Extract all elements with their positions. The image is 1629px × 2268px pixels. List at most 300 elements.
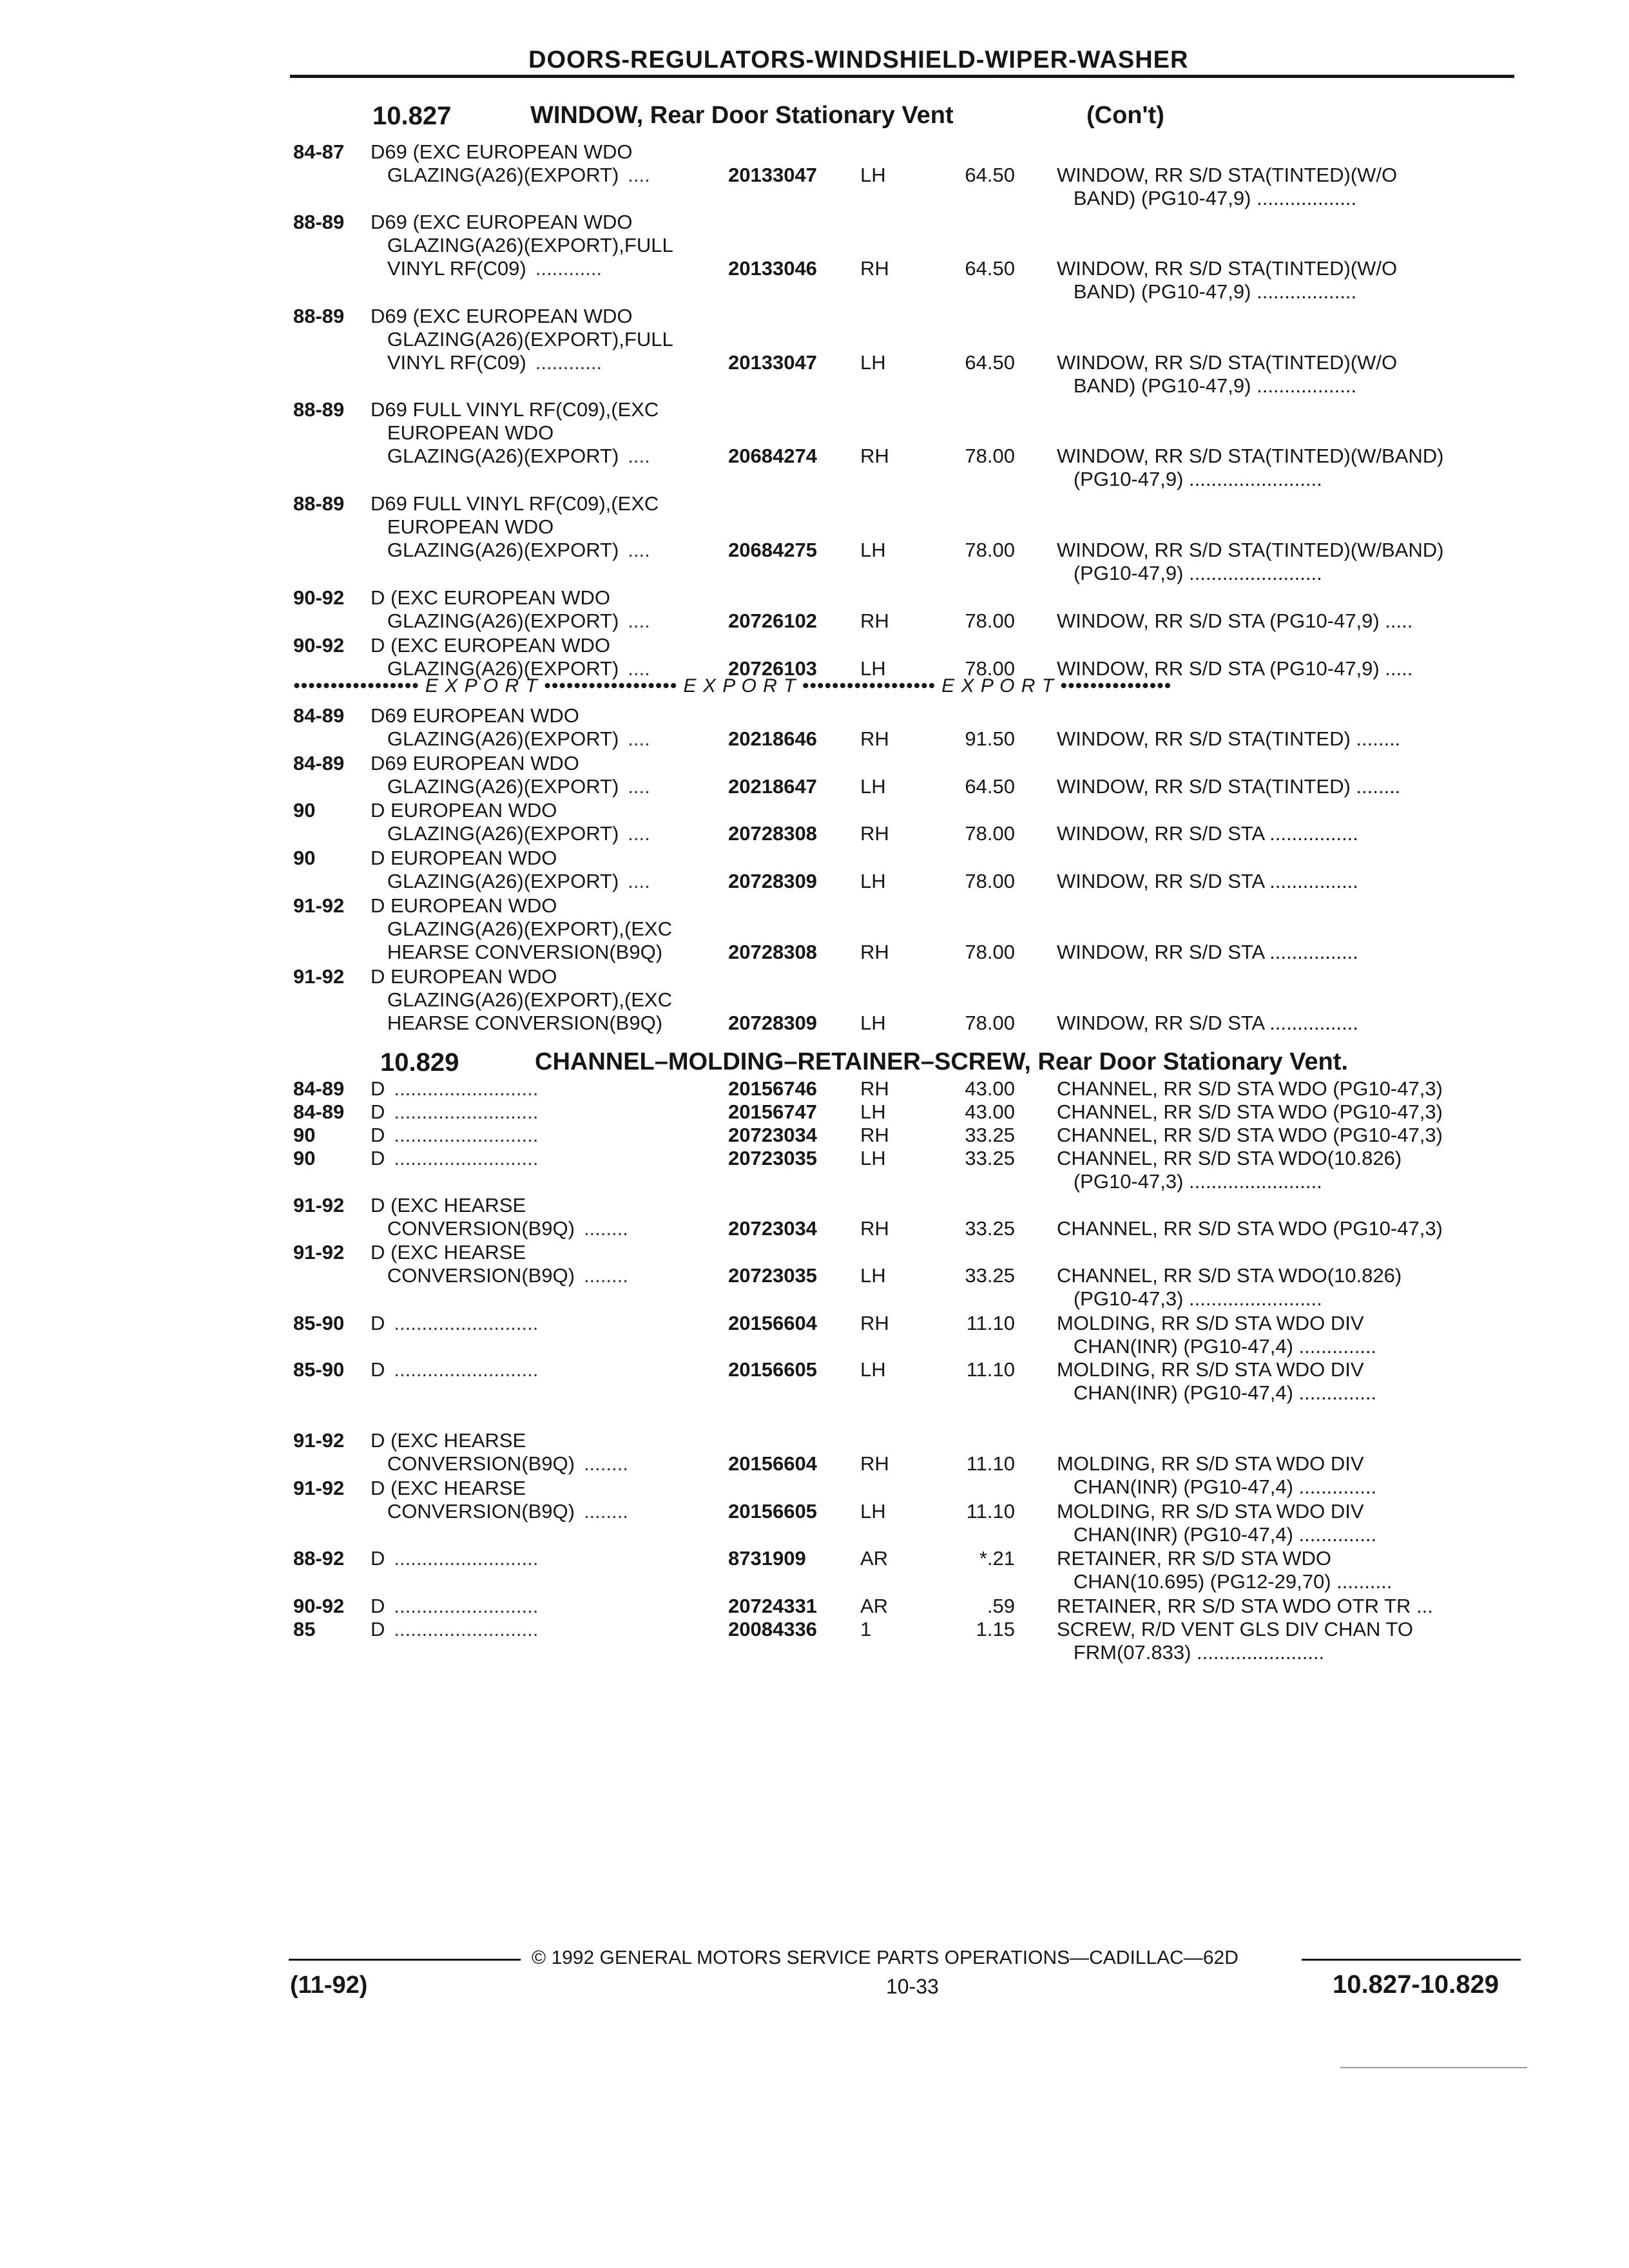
usage-line xyxy=(371,1147,538,1170)
part-name xyxy=(1057,1012,1518,1035)
usage-line xyxy=(371,752,650,775)
usage-line xyxy=(371,988,672,1012)
part-name xyxy=(1057,1124,1518,1147)
leader-dots: .......................... xyxy=(394,1547,539,1570)
usage-description xyxy=(371,1595,538,1618)
part-name-line: FRM(07.833) ....................... xyxy=(1057,1641,1325,1664)
part-name-line: CHANNEL, RR S/D STA WDO (PG10-47,3) xyxy=(1057,1077,1443,1100)
price: .59 xyxy=(987,1595,1015,1617)
usage-text: GLAZING(A26)(EXPORT),(EXC xyxy=(371,918,672,940)
quantity-side: LH xyxy=(860,1147,886,1169)
usage-description xyxy=(371,1547,538,1570)
section-range: 10.827-10.829 xyxy=(1333,1970,1499,1999)
usage-line xyxy=(371,704,650,727)
price: 64.50 xyxy=(965,164,1015,186)
part-number: 20156604 xyxy=(728,1452,817,1475)
leader-dots: .... xyxy=(628,870,650,892)
usage-text: D (EXC HEARSE xyxy=(371,1477,526,1499)
usage-line xyxy=(371,211,673,234)
usage-text: D EUROPEAN WDO xyxy=(371,847,557,869)
leader-dots: ........ xyxy=(583,1500,628,1523)
usage-line xyxy=(371,515,659,539)
part-name-line: CHAN(INR) (PG10-47,4) .............. xyxy=(1057,1523,1377,1546)
quantity-side: AR xyxy=(860,1595,889,1617)
usage-line xyxy=(371,234,673,257)
price: 64.50 xyxy=(965,775,1015,798)
part-name-line: CHANNEL, RR S/D STA WDO(10.826) xyxy=(1057,1147,1402,1169)
quantity-side: LH xyxy=(860,164,886,186)
usage-line xyxy=(371,164,650,187)
usage-line xyxy=(371,1358,538,1381)
model-years: 90 xyxy=(293,799,316,822)
usage-description xyxy=(371,492,659,562)
usage-text: GLAZING(A26)(EXPORT) xyxy=(371,657,619,680)
usage-line xyxy=(371,727,650,751)
model-years: 88-89 xyxy=(293,492,345,515)
part-name-line: WINDOW, RR S/D STA(TINTED) ........ xyxy=(1057,727,1401,750)
usage-description xyxy=(371,1194,628,1240)
usage-text: D EUROPEAN WDO xyxy=(371,799,557,822)
usage-description xyxy=(371,305,673,374)
model-years: 90-92 xyxy=(293,586,345,609)
usage-description xyxy=(371,586,650,633)
part-number: 20156605 xyxy=(728,1500,817,1523)
quantity-side: RH xyxy=(860,257,889,280)
leader-dots: .......................... xyxy=(394,1595,539,1617)
leader-dots: .......................... xyxy=(394,1358,539,1381)
usage-text: D xyxy=(371,1547,385,1570)
part-name xyxy=(1057,445,1518,491)
usage-text: D (EXC HEARSE xyxy=(371,1241,526,1264)
usage-text: VINYL RF(C09) xyxy=(371,257,526,280)
section-title: CHANNEL–MOLDING–RETAINER–SCREW, Rear Door Stationary Vent. xyxy=(535,1048,1348,1075)
usage-description xyxy=(371,847,650,893)
usage-line xyxy=(371,1312,538,1335)
quantity-side: RH xyxy=(860,1452,889,1475)
part-name xyxy=(1057,1547,1518,1593)
usage-text: D xyxy=(371,1595,385,1617)
part-number: 20684275 xyxy=(728,539,817,561)
model-years: 85 xyxy=(293,1618,316,1640)
usage-description xyxy=(371,398,659,468)
quantity-side: RH xyxy=(860,1312,889,1334)
model-years: 91-92 xyxy=(293,1241,345,1264)
part-number: 20156604 xyxy=(728,1312,817,1334)
usage-text: HEARSE CONVERSION(B9Q) xyxy=(371,1012,663,1034)
quantity-side: RH xyxy=(860,445,889,467)
part-name xyxy=(1057,870,1518,893)
continued-label: (Con't) xyxy=(1086,102,1164,129)
part-name-line: WINDOW, RR S/D STA(TINTED)(W/O xyxy=(1057,351,1398,374)
price: 11.10 xyxy=(966,1312,1015,1334)
leader-dots: .... xyxy=(628,445,650,467)
part-number: 20724331 xyxy=(728,1595,817,1617)
section-number: 10.827 xyxy=(372,102,452,130)
part-name-line: CHANNEL, RR S/D STA WDO(10.826) xyxy=(1057,1264,1402,1287)
part-name xyxy=(1057,1312,1518,1358)
price: 33.25 xyxy=(965,1217,1015,1240)
usage-text: D69 EUROPEAN WDO xyxy=(371,704,579,727)
part-name xyxy=(1057,351,1518,398)
price: 78.00 xyxy=(965,1012,1015,1034)
usage-text: EUROPEAN WDO xyxy=(371,421,554,444)
usage-description xyxy=(371,1100,538,1124)
usage-description xyxy=(371,1077,538,1100)
part-number: 20218646 xyxy=(728,727,817,750)
leader-dots: .... xyxy=(628,164,650,186)
usage-line xyxy=(371,421,659,445)
usage-line xyxy=(371,1217,628,1240)
footer-rule-right xyxy=(1302,1959,1521,1961)
usage-line xyxy=(371,894,672,918)
usage-line xyxy=(371,799,650,822)
page-number: 10-33 xyxy=(886,1975,939,1998)
usage-text: GLAZING(A26)(EXPORT) xyxy=(371,610,619,632)
model-years: 85-90 xyxy=(293,1312,345,1334)
usage-line xyxy=(371,305,673,328)
model-years: 84-89 xyxy=(293,752,345,774)
leader-dots: .......................... xyxy=(394,1077,539,1100)
part-number: 20723035 xyxy=(728,1147,817,1169)
part-name-line: WINDOW, RR S/D STA (PG10-47,9) ..... xyxy=(1057,610,1413,632)
part-name-line: MOLDING, RR S/D STA WDO DIV xyxy=(1057,1452,1364,1475)
part-name-line: MOLDING, RR S/D STA WDO DIV xyxy=(1057,1358,1364,1381)
leader-dots: ........ xyxy=(583,1452,628,1475)
leader-dots: .... xyxy=(628,775,650,798)
model-years: 91-92 xyxy=(293,1194,345,1216)
part-name-line: CHANNEL, RR S/D STA WDO (PG10-47,3) xyxy=(1057,1124,1443,1146)
usage-text: D (EXC HEARSE xyxy=(371,1429,526,1452)
usage-line xyxy=(371,140,650,164)
price: 78.00 xyxy=(965,539,1015,561)
part-name-line: (PG10-47,9) ........................ xyxy=(1057,468,1322,490)
usage-line xyxy=(371,445,659,468)
usage-line xyxy=(371,586,650,610)
usage-description xyxy=(371,634,650,680)
part-name xyxy=(1057,257,1518,303)
usage-text: D EUROPEAN WDO xyxy=(371,965,557,988)
price: 33.25 xyxy=(965,1264,1015,1287)
part-number: 20723034 xyxy=(728,1217,817,1240)
usage-text: GLAZING(A26)(EXPORT) xyxy=(371,445,619,467)
price: 78.00 xyxy=(965,822,1015,845)
section-title: WINDOW, Rear Door Stationary Vent xyxy=(530,102,954,129)
part-name xyxy=(1057,727,1518,751)
price: 78.00 xyxy=(965,870,1015,892)
usage-line xyxy=(371,1595,538,1618)
part-name-line: CHANNEL, RR S/D STA WDO (PG10-47,3) xyxy=(1057,1217,1443,1240)
usage-description xyxy=(371,1358,538,1381)
usage-text: CONVERSION(B9Q) xyxy=(371,1264,575,1287)
quantity-side: LH xyxy=(860,1358,886,1381)
usage-text: D xyxy=(371,1147,385,1169)
part-name-line: WINDOW, RR S/D STA ................ xyxy=(1057,870,1358,892)
usage-description xyxy=(371,140,650,187)
price: 11.10 xyxy=(966,1452,1015,1475)
part-name-line: RETAINER, RR S/D STA WDO xyxy=(1057,1547,1331,1570)
part-name-line: CHAN(INR) (PG10-47,4) .............. xyxy=(1057,1381,1377,1404)
usage-line xyxy=(371,1264,628,1287)
leader-dots: .......................... xyxy=(394,1618,539,1640)
part-name xyxy=(1057,1500,1518,1546)
part-name xyxy=(1057,1452,1518,1499)
usage-line xyxy=(371,1077,538,1100)
usage-text: D69 EUROPEAN WDO xyxy=(371,752,579,774)
part-number: 20728309 xyxy=(728,1012,817,1034)
price: 78.00 xyxy=(965,445,1015,467)
quantity-side: AR xyxy=(860,1547,889,1570)
usage-text: D xyxy=(371,1124,385,1146)
usage-text: GLAZING(A26)(EXPORT) xyxy=(371,539,619,561)
usage-description xyxy=(371,1124,538,1147)
part-name-line: WINDOW, RR S/D STA(TINTED)(W/BAND) xyxy=(1057,539,1444,561)
usage-line xyxy=(371,1547,538,1570)
usage-text: D xyxy=(371,1358,385,1381)
part-name xyxy=(1057,1100,1518,1124)
usage-line xyxy=(371,775,650,798)
usage-line xyxy=(371,941,672,964)
leader-dots: .... xyxy=(628,539,650,561)
leader-dots: .... xyxy=(628,727,650,750)
model-years: 91-92 xyxy=(293,1429,345,1452)
model-years: 90 xyxy=(293,1124,316,1146)
usage-text: D (EXC HEARSE xyxy=(371,1194,526,1216)
usage-description xyxy=(371,752,650,798)
usage-text: HEARSE CONVERSION(B9Q) xyxy=(371,941,663,963)
price: 33.25 xyxy=(965,1124,1015,1146)
usage-line xyxy=(371,398,659,421)
part-number: 20728309 xyxy=(728,870,817,892)
usage-description xyxy=(371,704,650,751)
price: 43.00 xyxy=(965,1100,1015,1123)
usage-text: D69 FULL VINYL RF(C09),(EXC xyxy=(371,398,659,421)
usage-description xyxy=(371,894,672,964)
usage-line xyxy=(371,1100,538,1124)
part-number: 20726103 xyxy=(728,657,817,680)
usage-text: CONVERSION(B9Q) xyxy=(371,1500,575,1523)
part-name-line: WINDOW, RR S/D STA ................ xyxy=(1057,941,1358,963)
quantity-side: RH xyxy=(860,610,889,632)
model-years: 90 xyxy=(293,1147,316,1169)
part-name-line: CHANNEL, RR S/D STA WDO (PG10-47,3) xyxy=(1057,1100,1443,1123)
quantity-side: LH xyxy=(860,775,886,798)
part-name xyxy=(1057,1264,1518,1311)
price: *.21 xyxy=(979,1547,1015,1570)
part-name xyxy=(1057,1217,1518,1240)
usage-description xyxy=(371,1312,538,1335)
part-name-line: MOLDING, RR S/D STA WDO DIV xyxy=(1057,1312,1364,1334)
quantity-side: LH xyxy=(860,351,886,374)
quantity-side: 1 xyxy=(860,1618,872,1640)
usage-text: GLAZING(A26)(EXPORT) xyxy=(371,164,619,186)
part-name-line: WINDOW, RR S/D STA(TINTED) ........ xyxy=(1057,775,1401,798)
part-number: 20084336 xyxy=(728,1618,817,1640)
quantity-side: RH xyxy=(860,1124,889,1146)
model-years: 84-89 xyxy=(293,1100,345,1123)
leader-dots: .......................... xyxy=(394,1147,539,1169)
model-years: 91-92 xyxy=(293,894,345,917)
usage-description xyxy=(371,1241,628,1287)
leader-dots: .......................... xyxy=(394,1124,539,1146)
usage-text: D xyxy=(371,1100,385,1123)
leader-dots: .......................... xyxy=(394,1100,539,1123)
model-years: 90 xyxy=(293,847,316,869)
part-number: 20156747 xyxy=(728,1100,817,1123)
usage-line xyxy=(371,657,650,680)
usage-line xyxy=(371,965,672,988)
quantity-side: LH xyxy=(860,870,886,892)
usage-text: VINYL RF(C09) xyxy=(371,351,526,374)
price: 64.50 xyxy=(965,257,1015,280)
usage-line xyxy=(371,492,659,515)
part-name-line: WINDOW, RR S/D STA(TINTED)(W/BAND) xyxy=(1057,445,1444,467)
part-name-line: BAND) (PG10-47,9) .................. xyxy=(1057,280,1357,303)
usage-description xyxy=(371,965,672,1035)
usage-line xyxy=(371,1477,628,1500)
part-number: 20133047 xyxy=(728,351,817,374)
usage-text: CONVERSION(B9Q) xyxy=(371,1452,575,1475)
price: 33.25 xyxy=(965,1147,1015,1169)
price: 78.00 xyxy=(965,610,1015,632)
part-name xyxy=(1057,822,1518,845)
part-number: 20728308 xyxy=(728,822,817,845)
usage-line xyxy=(371,1124,538,1147)
usage-text: GLAZING(A26)(EXPORT),FULL xyxy=(371,328,673,351)
part-name-line: BAND) (PG10-47,9) .................. xyxy=(1057,187,1357,209)
quantity-side: LH xyxy=(860,1264,886,1287)
usage-description xyxy=(371,799,650,845)
usage-text: D xyxy=(371,1312,385,1334)
revision-date: (11-92) xyxy=(290,1972,368,1999)
part-name-line: CHAN(10.695) (PG12-29,70) .......... xyxy=(1057,1570,1393,1593)
usage-line xyxy=(371,634,650,657)
price: 78.00 xyxy=(965,941,1015,963)
usage-line xyxy=(371,822,650,845)
usage-text: D69 (EXC EUROPEAN WDO xyxy=(371,305,633,327)
leader-dots: ........ xyxy=(583,1217,628,1240)
price: 64.50 xyxy=(965,351,1015,374)
model-years: 84-87 xyxy=(293,140,345,163)
usage-text: GLAZING(A26)(EXPORT) xyxy=(371,822,619,845)
part-number: 20156746 xyxy=(728,1077,817,1100)
usage-description xyxy=(371,211,673,280)
part-name xyxy=(1057,775,1518,798)
quantity-side: RH xyxy=(860,1217,889,1240)
usage-description xyxy=(371,1147,538,1170)
part-name-line: MOLDING, RR S/D STA WDO DIV xyxy=(1057,1500,1364,1523)
usage-text: GLAZING(A26)(EXPORT),FULL xyxy=(371,234,673,256)
usage-description xyxy=(371,1618,538,1641)
copyright-notice: © 1992 GENERAL MOTORS SERVICE PARTS OPERATIONS—CADILLAC—62D xyxy=(532,1947,1239,1968)
quantity-side: RH xyxy=(860,822,889,845)
price: 11.10 xyxy=(966,1358,1015,1381)
part-number: 20728308 xyxy=(728,941,817,963)
model-years: 91-92 xyxy=(293,1477,345,1499)
part-name xyxy=(1057,610,1518,633)
price: 43.00 xyxy=(965,1077,1015,1100)
usage-line xyxy=(371,847,650,870)
part-number: 20723035 xyxy=(728,1264,817,1287)
model-years: 88-89 xyxy=(293,305,345,327)
model-years: 88-89 xyxy=(293,211,345,233)
quantity-side: LH xyxy=(860,1500,886,1523)
part-name xyxy=(1057,1595,1518,1618)
leader-dots: .... xyxy=(628,610,650,632)
page-title: DOORS-REGULATORS-WINDSHIELD-WIPER-WASHER xyxy=(528,46,1189,73)
price: 78.00 xyxy=(965,657,1015,680)
usage-text: D69 (EXC EUROPEAN WDO xyxy=(371,211,633,233)
quantity-side: RH xyxy=(860,727,889,750)
usage-line xyxy=(371,1012,672,1035)
part-name-line: (PG10-47,3) ........................ xyxy=(1057,1287,1322,1310)
part-name xyxy=(1057,657,1518,680)
usage-line xyxy=(371,1452,628,1475)
usage-text: CONVERSION(B9Q) xyxy=(371,1217,575,1240)
leader-dots: .... xyxy=(628,822,650,845)
usage-text: D xyxy=(371,1618,385,1640)
usage-text: D xyxy=(371,1077,385,1100)
model-years: 90-92 xyxy=(293,1595,345,1617)
usage-text: GLAZING(A26)(EXPORT) xyxy=(371,727,619,750)
part-name-line: SCREW, R/D VENT GLS DIV CHAN TO xyxy=(1057,1618,1413,1640)
part-number: 20723034 xyxy=(728,1124,817,1146)
leader-dots: ............ xyxy=(535,257,602,280)
part-name xyxy=(1057,1147,1518,1193)
usage-text: GLAZING(A26)(EXPORT),(EXC xyxy=(371,988,672,1011)
leader-dots: .......................... xyxy=(394,1312,539,1334)
usage-line xyxy=(371,1429,628,1452)
usage-description xyxy=(371,1429,628,1475)
leader-dots: .... xyxy=(628,657,650,680)
part-name-line: (PG10-47,9) ........................ xyxy=(1057,562,1322,584)
part-name-line: RETAINER, RR S/D STA WDO OTR TR ... xyxy=(1057,1595,1433,1617)
part-name-line: WINDOW, RR S/D STA ................ xyxy=(1057,822,1358,845)
part-number: 20133047 xyxy=(728,164,817,186)
quantity-side: LH xyxy=(860,657,886,680)
leader-dots: ........ xyxy=(583,1264,628,1287)
model-years: 84-89 xyxy=(293,704,345,727)
part-name-line: WINDOW, RR S/D STA ................ xyxy=(1057,1012,1358,1034)
export-separator: ••••••••••••••••• E X P O R T •••••••••••••••••• E X P O R T •••••••••••••••••• E X P O R T ••••••••••••••• xyxy=(293,675,1171,697)
part-number: 20218647 xyxy=(728,775,817,798)
price: 11.10 xyxy=(966,1500,1015,1523)
part-number: 8731909 xyxy=(728,1547,806,1570)
usage-text: D EUROPEAN WDO xyxy=(371,894,557,917)
usage-text: EUROPEAN WDO xyxy=(371,515,554,538)
part-number: 20726102 xyxy=(728,610,817,632)
usage-line xyxy=(371,610,650,633)
section-number: 10.829 xyxy=(380,1048,459,1077)
usage-line xyxy=(371,328,673,351)
usage-line xyxy=(371,351,673,374)
part-name-line: (PG10-47,3) ........................ xyxy=(1057,1170,1322,1193)
usage-text: GLAZING(A26)(EXPORT) xyxy=(371,775,619,798)
part-name xyxy=(1057,539,1518,585)
usage-line xyxy=(371,1241,628,1264)
part-name-line: WINDOW, RR S/D STA(TINTED)(W/O xyxy=(1057,164,1398,186)
part-number: 20133046 xyxy=(728,257,817,280)
usage-text: D69 (EXC EUROPEAN WDO xyxy=(371,140,633,163)
model-years: 88-89 xyxy=(293,398,345,421)
quantity-side: RH xyxy=(860,941,889,963)
part-name xyxy=(1057,1358,1518,1405)
usage-text: D69 FULL VINYL RF(C09),(EXC xyxy=(371,492,659,515)
quantity-side: LH xyxy=(860,1012,886,1034)
footer-rule-left xyxy=(289,1959,521,1961)
quantity-side: LH xyxy=(860,1100,886,1123)
price: 91.50 xyxy=(965,727,1015,750)
usage-text: D (EXC EUROPEAN WDO xyxy=(371,634,611,657)
